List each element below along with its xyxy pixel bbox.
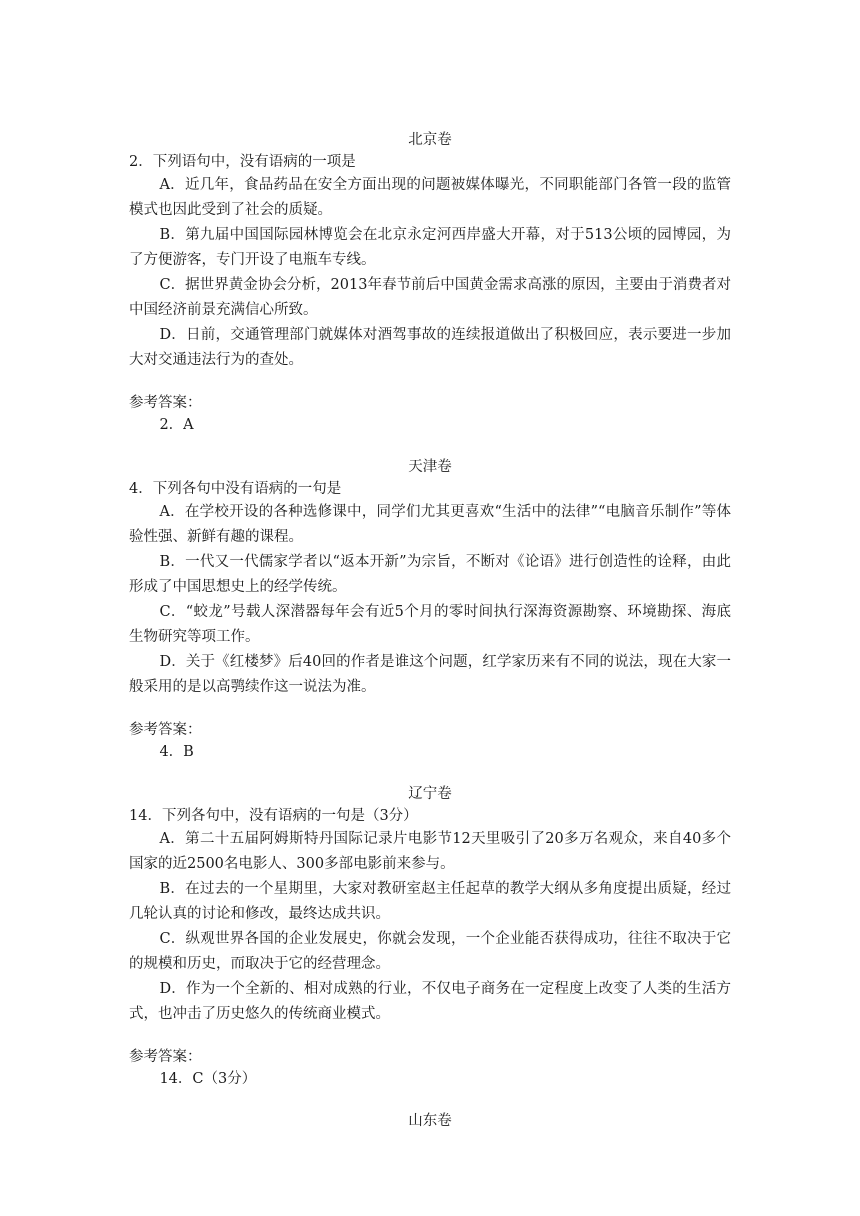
option-b: B．在过去的一个星期里，大家对教研室赵主任起草的教学大纲从多角度提出质疑，经过几轮认真的讨论和修改，最终达成共识。	[129, 881, 731, 922]
answer-label: 参考答案：	[129, 1049, 202, 1065]
question-stem: 4．下列各句中没有语病的一句是	[129, 481, 342, 497]
answer-label: 参考答案：	[129, 722, 202, 738]
section-liaoning	[129, 783, 731, 1110]
section-beijing	[129, 129, 731, 456]
document-page	[129, 129, 731, 1132]
section-title: 北京卷	[408, 132, 452, 148]
option-d: D．作为一个全新的、相对成熟的行业，不仅电子商务在一定程度上改变了人类的生活方式，也冲击了历史悠久的传统商业模式。	[129, 981, 731, 1022]
option-d: D．关于《红楼梦》后40回的作者是谁这个问题，红学家历来有不同的说法，现在大家一般采用的是以高鹗续作这一说法为准。	[129, 654, 731, 695]
option-a: A．第二十五届阿姆斯特丹国际记录片电影节12天里吸引了20多万名观众，来自40多个国家的近2500名电影人、300多部电影前来参与。	[129, 831, 731, 872]
question-stem: 2．下列语句中，没有语病的一项是	[129, 154, 356, 170]
option-b: B．一代又一代儒家学者以“返本开新”为宗旨，不断对《论语》进行创造性的诠释，由此形成了中国思想史上的经学传统。	[129, 554, 731, 595]
question-stem: 14．下列各句中，没有语病的一句是（3分）	[129, 808, 418, 824]
option-c: C．据世界黄金协会分析，2013年春节前后中国黄金需求高涨的原因，主要由于消费者对中国经济前景充满信心所致。	[129, 277, 731, 318]
option-a: A．在学校开设的各种选修课中，同学们尤其更喜欢“生活中的法律”“电脑音乐制作”等体验性强、新鲜有趣的课程。	[129, 504, 731, 545]
answer-value: 14．C（3分）	[159, 1071, 257, 1087]
answer-value: 4．B	[159, 744, 194, 760]
option-c: C．纵观世界各国的企业发展史，你就会发现，一个企业能否获得成功，往往不取决于它的规模和历史，而取决于它的经营理念。	[129, 931, 731, 972]
option-a: A．近几年，食品药品在安全方面出现的问题被媒体曝光，不同职能部门各管一段的监管模式也因此受到了社会的质疑。	[129, 177, 731, 218]
section-tianjin	[129, 456, 731, 783]
section-title-shandong: 山东卷	[408, 1113, 452, 1129]
option-c: C．“蛟龙”号载人深潜器每年会有近5个月的零时间执行深海资源勘察、环境勘探、海底生物研究等项工作。	[129, 604, 731, 645]
answer-value: 2．A	[159, 417, 194, 433]
answer-label: 参考答案：	[129, 395, 202, 411]
section-title: 辽宁卷	[408, 786, 452, 802]
option-d: D．日前，交通管理部门就媒体对酒驾事故的连续报道做出了积极回应，表示要进一步加大对交通违法行为的查处。	[129, 327, 731, 368]
section-title: 天津卷	[408, 459, 452, 475]
option-b: B．第九届中国国际园林博览会在北京永定河西岸盛大开幕，对于513公顷的园博园，为了方便游客，专门开设了电瓶车专线。	[129, 227, 731, 268]
